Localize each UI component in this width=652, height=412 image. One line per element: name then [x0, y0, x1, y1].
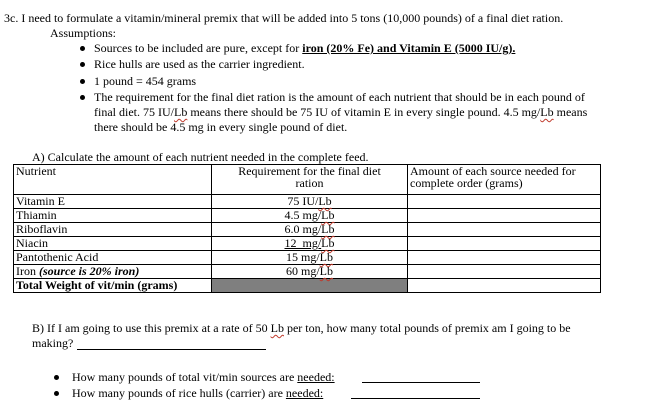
requirement-cell	[212, 237, 408, 251]
unit-lb: Lb	[540, 105, 554, 119]
nutrient-cell	[14, 209, 212, 223]
nutrient-cell	[14, 195, 212, 209]
assumption-4-line-3: there should be 4.5 mg in every single pound of diet.	[94, 120, 348, 134]
requirement-cell	[212, 195, 408, 209]
part-b-text: B) If I am going to use this premix at a rate of 50	[32, 321, 271, 335]
nutrient-name: Thiamin	[16, 208, 57, 222]
header-requirement	[212, 165, 408, 195]
bullet-icon	[80, 46, 85, 51]
header-amount	[408, 165, 601, 195]
bullet-icon	[80, 79, 85, 84]
bullet-icon	[54, 375, 59, 380]
assumption-1	[94, 41, 515, 55]
amount-input-cell[interactable]	[408, 265, 601, 279]
unit-lb: Lb	[318, 194, 332, 208]
nutrient-name: Niacin	[16, 236, 48, 250]
unit-lb: Lb	[173, 105, 188, 119]
requirement-value: 75 IU/	[287, 194, 319, 208]
header-requirement-line-1: Requirement for the final diet	[238, 164, 381, 178]
assumption-4-line-1: The requirement for the final diet ration is the amount of each nutrient that should be in each pound of	[94, 90, 585, 104]
table-header-row	[14, 165, 601, 195]
requirement-cell	[212, 209, 408, 223]
header-amount-line-2: complete order (grams)	[410, 176, 523, 190]
total-row	[14, 279, 601, 293]
requirement-value: 6.0 mg/	[284, 222, 322, 236]
assumption-4-text: final diet. 75 IU/	[94, 105, 174, 119]
table-row	[14, 237, 601, 251]
table-row	[14, 251, 601, 265]
total-shaded-cell	[212, 279, 408, 293]
unit-lb: Lb	[319, 264, 333, 278]
assumptions-label: Assumptions:	[50, 26, 117, 40]
nutrient-cell	[14, 265, 212, 279]
header-requirement-line-2: ration	[295, 176, 324, 190]
bullet-icon	[54, 391, 59, 396]
header-nutrient	[14, 165, 212, 195]
requirement-cell	[212, 265, 408, 279]
amount-input-cell[interactable]	[408, 223, 601, 237]
bullet-icon	[80, 95, 85, 100]
unit-lb: Lb	[321, 222, 335, 236]
requirement-cell	[212, 251, 408, 265]
unit-lb: Lb	[321, 208, 335, 222]
requirement-value: 60 mg/	[285, 264, 320, 278]
amount-input-cell[interactable]	[408, 251, 601, 265]
assumption-2: Rice hulls are used as the carrier ingredient.	[94, 57, 305, 71]
requirement-value: 15 mg/	[285, 250, 320, 264]
table-row	[14, 265, 601, 279]
total-input-cell[interactable]	[408, 279, 601, 293]
question-rice-hulls-needed: needed:	[285, 386, 324, 400]
table-row	[14, 223, 601, 237]
unit-lb: Lb	[319, 250, 333, 264]
part-b-text: per ton, how many total pounds of premix am I going to be	[283, 321, 571, 335]
total-label-cell	[14, 279, 212, 293]
part-b-line-2: making?	[32, 336, 74, 350]
nutrient-name: Vitamin E	[16, 194, 65, 208]
header-nutrient-text: Nutrient	[16, 164, 56, 178]
nutrient-source-note: (source is 20% iron)	[39, 264, 140, 278]
nutrient-name: Pantothenic Acid	[16, 250, 99, 264]
question-vitmin-pounds	[72, 370, 335, 384]
question-rice-hulls-pounds	[72, 386, 323, 400]
requirement-value: 4.5 mg/	[284, 208, 322, 222]
assumption-4-text: means	[553, 105, 588, 119]
unit-lb: Lb	[270, 321, 284, 335]
part-a-label: A) Calculate the amount of each nutrient needed in the complete feed.	[32, 150, 369, 164]
assumption-3: 1 pound = 454 grams	[94, 74, 197, 88]
requirement-value: 12 mg/	[284, 236, 322, 250]
assumption-1-emphasis: iron (20% Fe) and Vitamin E (5000 IU/g).	[302, 41, 516, 55]
total-label: Total Weight of vit/min (grams)	[16, 278, 178, 292]
nutrient-cell	[14, 223, 212, 237]
question-vitmin-needed: needed:	[297, 370, 335, 384]
assumption-4-line-2	[94, 105, 587, 119]
table-row	[14, 195, 601, 209]
assumption-4-text: means there should be 75 IU of vitamin E in every single pound. 4.5 mg/	[187, 105, 541, 119]
nutrient-table	[13, 164, 601, 293]
nutrient-name: Riboflavin	[16, 222, 68, 236]
premix-total-answer-line[interactable]	[77, 349, 266, 350]
question-rice-hulls-text: How many pounds of rice hulls (carrier) are	[72, 386, 286, 400]
question-vitmin-text: How many pounds of total vit/min sources are	[72, 370, 298, 384]
nutrient-name: Iron	[16, 264, 39, 278]
header-amount-line-1: Amount of each source needed for	[410, 164, 576, 178]
unit-lb: Lb	[321, 236, 335, 250]
part-b-line-1	[32, 321, 571, 335]
rice-hulls-pounds-answer-line[interactable]	[351, 398, 480, 399]
assumption-1-text: Sources to be included are pure, except for	[94, 41, 303, 55]
nutrient-cell	[14, 251, 212, 265]
amount-input-cell[interactable]	[408, 195, 601, 209]
requirement-cell	[212, 223, 408, 237]
amount-input-cell[interactable]	[408, 237, 601, 251]
vitmin-pounds-answer-line[interactable]	[362, 382, 480, 383]
question-intro: 3c. I need to formulate a vitamin/mineral premix that will be added into 5 tons (10,000 pounds) of a final diet ration.	[4, 11, 564, 25]
amount-input-cell[interactable]	[408, 209, 601, 223]
table-row	[14, 209, 601, 223]
nutrient-cell	[14, 237, 212, 251]
bullet-icon	[80, 62, 85, 67]
